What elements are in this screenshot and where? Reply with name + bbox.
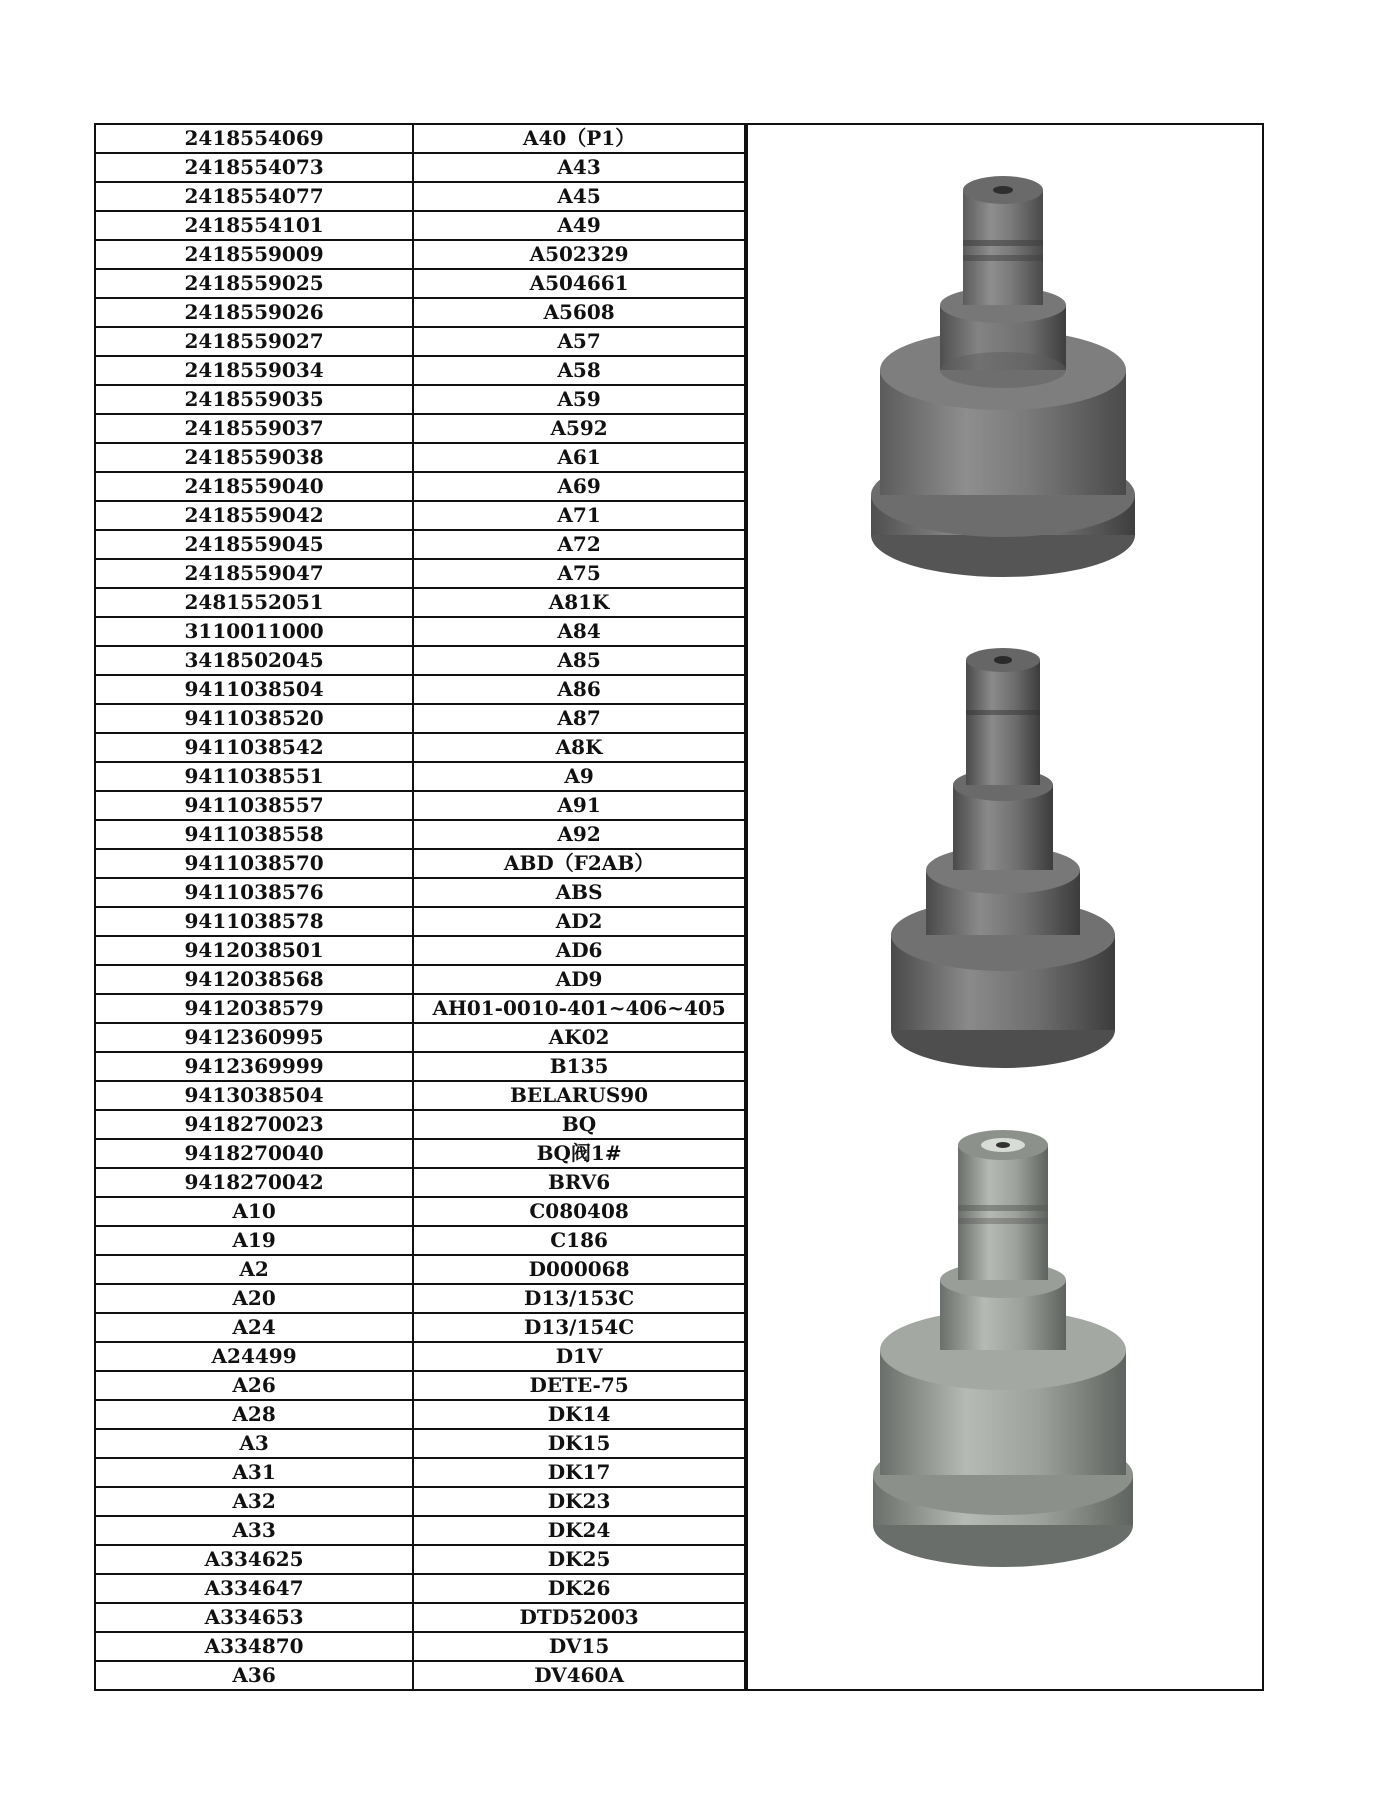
part-number-cell: A2 [96, 1255, 413, 1284]
reference-code-cell: AD6 [413, 936, 745, 965]
reference-code-cell: DK25 [413, 1545, 745, 1574]
table-row [96, 240, 745, 269]
reference-code-cell: A92 [413, 820, 745, 849]
reference-code-cell: C186 [413, 1226, 745, 1255]
table-row [96, 965, 745, 994]
reference-code-cell: DK24 [413, 1516, 745, 1545]
reference-code-cell: DETE-75 [413, 1371, 745, 1400]
part-number-cell: 9413038504 [96, 1081, 413, 1110]
table-row [96, 1371, 745, 1400]
reference-code-cell: A502329 [413, 240, 745, 269]
table-row [96, 675, 745, 704]
reference-code-cell: A504661 [413, 269, 745, 298]
table-row [96, 907, 745, 936]
delivery-valve-photo-3 [858, 1120, 1148, 1580]
part-number-cell: 2418559026 [96, 298, 413, 327]
part-number-cell: A32 [96, 1487, 413, 1516]
reference-code-cell: C080408 [413, 1197, 745, 1226]
reference-code-cell: A84 [413, 617, 745, 646]
reference-code-cell: A72 [413, 530, 745, 559]
part-number-cell: 2418559027 [96, 327, 413, 356]
table-row [96, 1632, 745, 1661]
parts-table-body [96, 125, 745, 1689]
table-row [96, 1429, 745, 1458]
part-number-cell: A36 [96, 1661, 413, 1689]
table-row [96, 1052, 745, 1081]
part-number-cell: 2418559009 [96, 240, 413, 269]
reference-code-cell: A91 [413, 791, 745, 820]
table-row [96, 1400, 745, 1429]
table-row [96, 1110, 745, 1139]
part-number-cell: A33 [96, 1516, 413, 1545]
table-row [96, 1545, 745, 1574]
part-number-cell: 3110011000 [96, 617, 413, 646]
part-number-cell: A31 [96, 1458, 413, 1487]
table-row [96, 1603, 745, 1632]
part-number-cell: 9411038504 [96, 675, 413, 704]
part-number-cell: 2418554069 [96, 125, 413, 153]
table-row [96, 820, 745, 849]
table-row [96, 1487, 745, 1516]
reference-code-cell: DV15 [413, 1632, 745, 1661]
reference-code-cell: D1V [413, 1342, 745, 1371]
reference-code-cell: AD2 [413, 907, 745, 936]
part-number-cell: 9411038542 [96, 733, 413, 762]
part-number-cell: 2418554077 [96, 182, 413, 211]
table-row [96, 617, 745, 646]
table-row [96, 501, 745, 530]
reference-code-cell: A69 [413, 472, 745, 501]
table-row [96, 1255, 745, 1284]
part-number-cell: 2418554073 [96, 153, 413, 182]
table-row [96, 791, 745, 820]
reference-code-cell: A9 [413, 762, 745, 791]
reference-code-cell: A86 [413, 675, 745, 704]
table-row [96, 994, 745, 1023]
reference-code-cell: BELARUS90 [413, 1081, 745, 1110]
reference-code-cell: A58 [413, 356, 745, 385]
part-number-cell: 2418559034 [96, 356, 413, 385]
part-number-cell: A28 [96, 1400, 413, 1429]
table-row [96, 356, 745, 385]
parts-sheet [94, 123, 1264, 1691]
part-number-cell: A334647 [96, 1574, 413, 1603]
table-row [96, 704, 745, 733]
image-panel [746, 125, 1264, 1689]
table-row [96, 1661, 745, 1689]
table-row [96, 153, 745, 182]
reference-code-cell: D13/154C [413, 1313, 745, 1342]
part-number-cell: 2418559042 [96, 501, 413, 530]
table-row [96, 1313, 745, 1342]
reference-code-cell: BQ阀1# [413, 1139, 745, 1168]
reference-code-cell: DK17 [413, 1458, 745, 1487]
part-number-cell: 9412360995 [96, 1023, 413, 1052]
reference-code-cell: AH01-0010-401~406~405 [413, 994, 745, 1023]
reference-code-cell: ABS [413, 878, 745, 907]
table-row [96, 125, 745, 153]
reference-code-cell: A45 [413, 182, 745, 211]
table-row [96, 385, 745, 414]
part-number-cell: A19 [96, 1226, 413, 1255]
reference-code-cell: DV460A [413, 1661, 745, 1689]
reference-code-cell: A43 [413, 153, 745, 182]
table-row [96, 1574, 745, 1603]
part-number-cell: 9411038576 [96, 878, 413, 907]
reference-code-cell: A5608 [413, 298, 745, 327]
part-number-cell: 2481552051 [96, 588, 413, 617]
reference-code-cell: ABD（F2AB） [413, 849, 745, 878]
part-number-cell: A24 [96, 1313, 413, 1342]
table-row [96, 1342, 745, 1371]
table-row [96, 298, 745, 327]
delivery-valve-photo-1 [858, 155, 1148, 605]
table-row [96, 443, 745, 472]
reference-code-cell: BQ [413, 1110, 745, 1139]
reference-code-cell: A59 [413, 385, 745, 414]
reference-code-cell: B135 [413, 1052, 745, 1081]
part-number-cell: A10 [96, 1197, 413, 1226]
part-number-cell: 2418559040 [96, 472, 413, 501]
part-number-cell: 9411038551 [96, 762, 413, 791]
part-number-cell: 9412038579 [96, 994, 413, 1023]
reference-code-cell: A40（P1） [413, 125, 745, 153]
table-row [96, 646, 745, 675]
part-number-cell: 9412038501 [96, 936, 413, 965]
part-number-cell: A20 [96, 1284, 413, 1313]
table-row [96, 1081, 745, 1110]
reference-code-cell: DK26 [413, 1574, 745, 1603]
reference-code-cell: D000068 [413, 1255, 745, 1284]
reference-code-cell: DTD52003 [413, 1603, 745, 1632]
reference-code-cell: DK14 [413, 1400, 745, 1429]
table-row [96, 878, 745, 907]
reference-code-cell: A71 [413, 501, 745, 530]
reference-code-cell: D13/153C [413, 1284, 745, 1313]
part-number-cell: 9411038570 [96, 849, 413, 878]
part-number-cell: 2418559045 [96, 530, 413, 559]
reference-code-cell: AD9 [413, 965, 745, 994]
reference-code-cell: A49 [413, 211, 745, 240]
part-number-cell: 2418559035 [96, 385, 413, 414]
table-row [96, 327, 745, 356]
part-number-cell: 9411038520 [96, 704, 413, 733]
table-row [96, 414, 745, 443]
part-number-cell: A334870 [96, 1632, 413, 1661]
part-number-cell: 2418559037 [96, 414, 413, 443]
part-number-cell: A26 [96, 1371, 413, 1400]
table-row [96, 1458, 745, 1487]
reference-code-cell: A75 [413, 559, 745, 588]
table-row [96, 1284, 745, 1313]
part-number-cell: 9411038557 [96, 791, 413, 820]
table-row [96, 936, 745, 965]
table-row [96, 733, 745, 762]
table-row [96, 1168, 745, 1197]
reference-code-cell: A592 [413, 414, 745, 443]
part-number-cell: A334625 [96, 1545, 413, 1574]
reference-code-cell: AK02 [413, 1023, 745, 1052]
part-number-cell: 9411038558 [96, 820, 413, 849]
reference-code-cell: A8K [413, 733, 745, 762]
table-row [96, 762, 745, 791]
part-number-cell: 2418554101 [96, 211, 413, 240]
parts-table [96, 125, 746, 1689]
part-number-cell: 2418559025 [96, 269, 413, 298]
table-row [96, 269, 745, 298]
table-row [96, 530, 745, 559]
reference-code-cell: A87 [413, 704, 745, 733]
part-number-cell: 2418559047 [96, 559, 413, 588]
table-row [96, 1023, 745, 1052]
table-row [96, 1197, 745, 1226]
part-number-cell: 3418502045 [96, 646, 413, 675]
table-row [96, 211, 745, 240]
part-number-cell: 9418270023 [96, 1110, 413, 1139]
table-row [96, 182, 745, 211]
reference-code-cell: BRV6 [413, 1168, 745, 1197]
table-row [96, 559, 745, 588]
part-number-cell: 2418559038 [96, 443, 413, 472]
reference-code-cell: A61 [413, 443, 745, 472]
part-number-cell: 9418270040 [96, 1139, 413, 1168]
reference-code-cell: DK15 [413, 1429, 745, 1458]
part-number-cell: 9412369999 [96, 1052, 413, 1081]
reference-code-cell: A81K [413, 588, 745, 617]
part-number-cell: A24499 [96, 1342, 413, 1371]
table-row [96, 849, 745, 878]
table-row [96, 1226, 745, 1255]
reference-code-cell: A57 [413, 327, 745, 356]
reference-code-cell: A85 [413, 646, 745, 675]
table-row [96, 472, 745, 501]
reference-code-cell: DK23 [413, 1487, 745, 1516]
part-number-cell: 9411038578 [96, 907, 413, 936]
table-row [96, 1516, 745, 1545]
table-row [96, 588, 745, 617]
delivery-valve-photo-2 [868, 635, 1138, 1075]
part-number-cell: A3 [96, 1429, 413, 1458]
part-number-cell: A334653 [96, 1603, 413, 1632]
table-row [96, 1139, 745, 1168]
part-number-cell: 9418270042 [96, 1168, 413, 1197]
part-number-cell: 9412038568 [96, 965, 413, 994]
